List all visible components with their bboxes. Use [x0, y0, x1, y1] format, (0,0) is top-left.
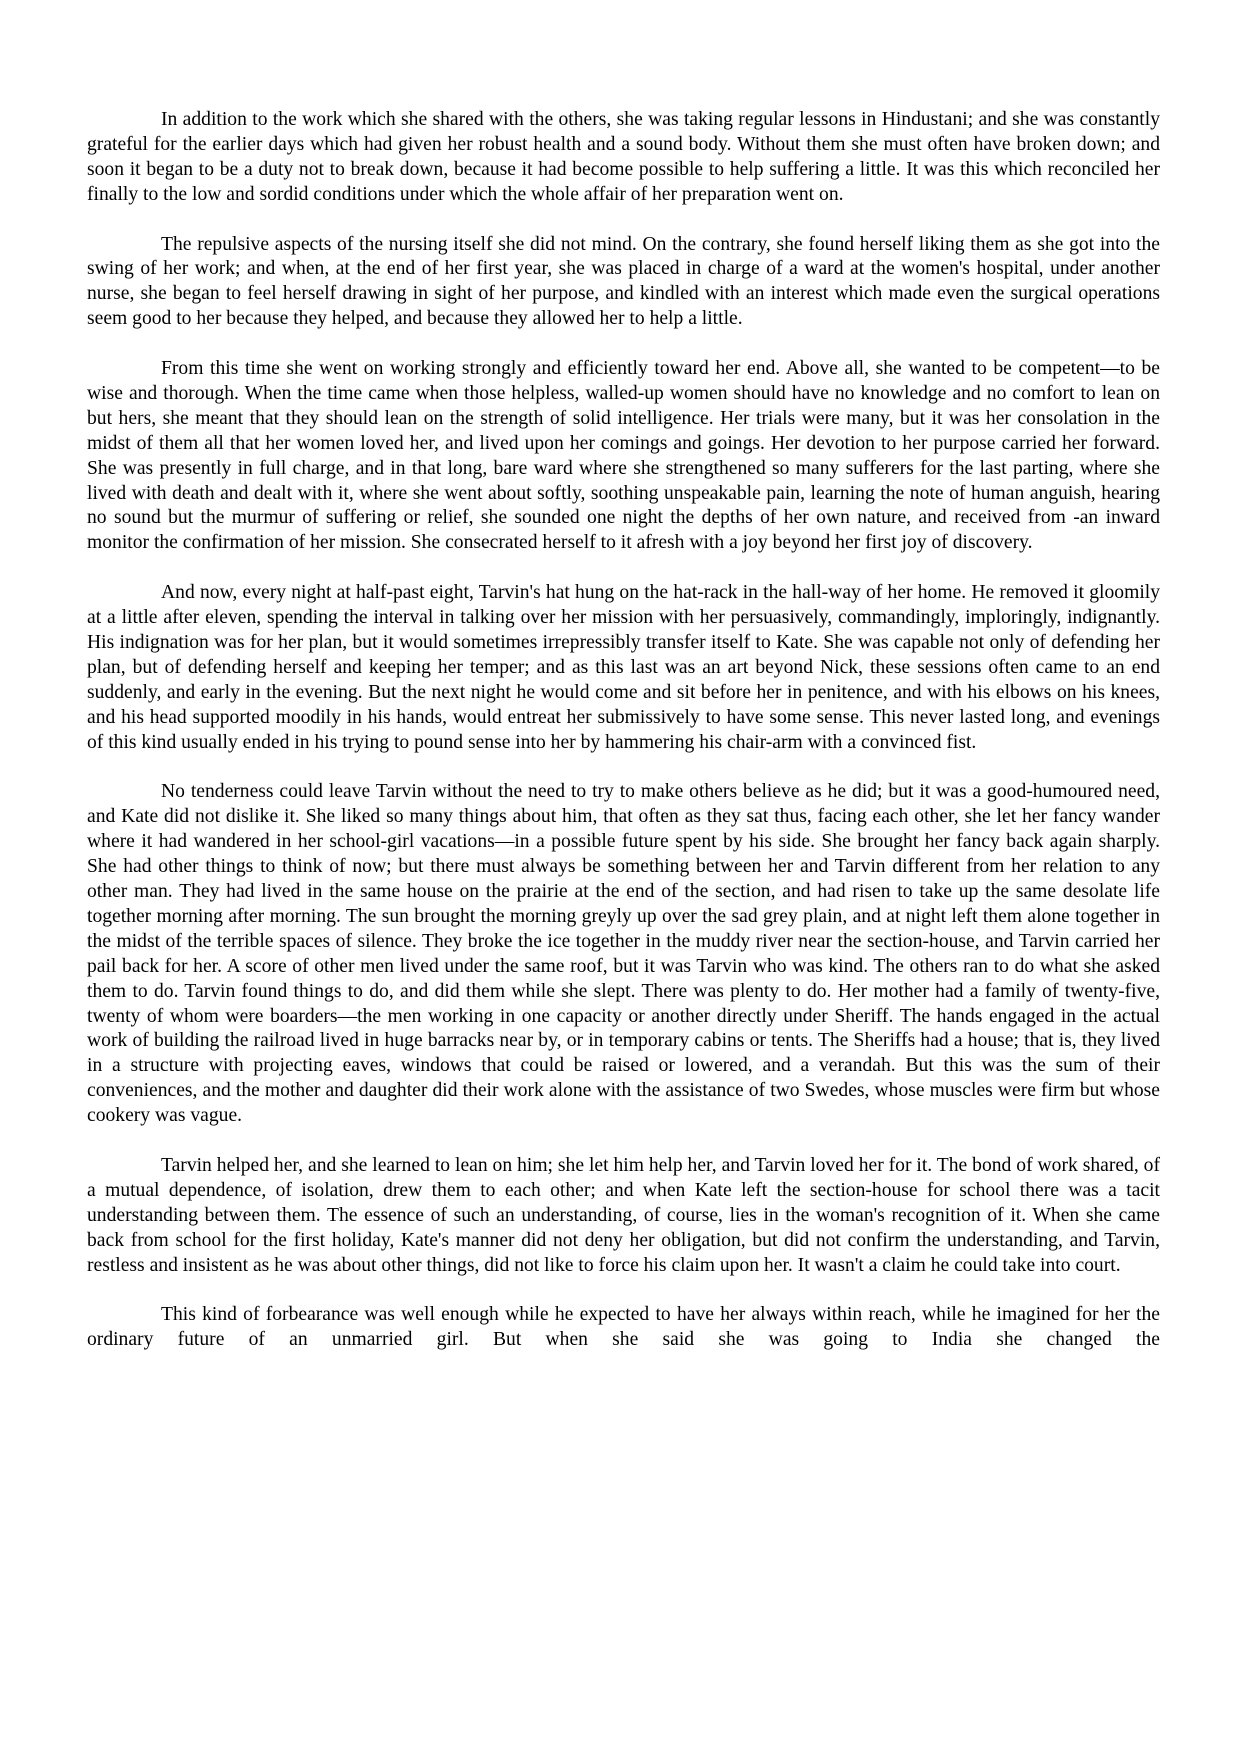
- paragraph-tarvin-visits: And now, every night at half-past eight, Tarvin's hat hung on the hat-rack in the hall-way of her home. He removed it gloomily at a little after eleven, spending the interval in talking over her mission with her persuasively, commandingly, imploringly, indignantly. His indignation was for her plan, but it would sometimes irrepressibly transfer itself to Kate. She was capable not only of defending her plan, but of defending herself and keeping her temper; and as this last was an art beyond Nick, these sessions often came to an end suddenly, and early in the evening. But the next night he would come and sit before her in penitence, and with his elbows on his knees, and his head supported moodily in his hands, would entreat her submissively to have some sense. This never lasted long, and evenings of this kind usually ended in his trying to pound sense into her by hammering his chair-arm with a convinced fist.: [87, 582, 1160, 753]
- paragraph-tacit-understanding: Tarvin helped her, and she learned to lean on him; she let him help her, and Tarvin loved her for it. The bond of work shared, of a mutual dependence, of isolation, drew them to each other; and when Kate left the section-house for school there was a tacit understanding between them. The essence of such an understanding, of course, lies in the woman's recognition of it. When she came back from school for the first holiday, Kate's manner did not deny her obligation, but did not confirm the understanding, and Tarvin, restless and insistent as he was about other things, did not like to force his claim upon her. It wasn't a claim he could take into court.: [87, 1154, 1160, 1276]
- paragraph-prairie-life: No tenderness could leave Tarvin without the need to try to make others believe as he did; but it was a good-humoured need, and Kate did not dislike it. She liked so many things about him, that often as they sat thus, facing each other, she let her fancy wander where it had wandered in her school-girl vacations—in a possible future spent by his side. She brought her fancy back again sharply. She had other things to think of now; but there must always be something between her and Tarvin different from her relation to any other man. They had lived in the same house on the prairie at the end of the section, and had risen to take up the same desolate life together morning after morning. The sun brought the morning greyly up over the sad grey plain, and at night left them alone together in the midst of the terrible spaces of silence. They broke the ice together in the muddy river near the section-house, and Tarvin carried her pail back for her. A score of other men lived under the same roof, but it was Tarvin who was kind. The others ran to do what she asked them to do. Tarvin found things to do, and did them while she slept. There was plenty to do. Her mother had a family of twenty-five, twenty of whom were boarders—the men working in one capacity or another directly under Sheriff. The hands engaged in the actual work of building the railroad lived in huge barracks near by, or in temporary cabins or tents. The Sheriffs had a house; that is, they lived in a structure with projecting eaves, windows that could be raised or lowered, and a verandah. But this was the sum of their conveniences, and the mother and daughter did their work alone with the assistance of two Swedes, whose muscles were firm but whose cookery was vague.: [87, 781, 1160, 1127]
- paragraph-forbearance: This kind of forbearance was well enough while he expected to have her always within reach, while he imagined for her the ordinary future of an unmarried girl. But when she said she was going to India she changed the: [87, 1304, 1160, 1351]
- document-page: [87, 108, 1160, 1353]
- paragraph-nursing-aspects: The repulsive aspects of the nursing itself she did not mind. On the contrary, she found herself liking them as she got into the swing of her work; and when, at the end of her first year, she was placed in charge of a ward at the women's hospital, under another nurse, she began to feel herself drawing in sight of her purpose, and kindled with an interest which made even the surgical operations seem good to her because they helped, and because they allowed her to help a little.: [87, 233, 1160, 330]
- paragraph-working-toward-end: From this time she went on working strongly and efficiently toward her end. Above all, she wanted to be competent—to be wise and thorough. When the time came when those helpless, walled-up women should have no knowledge and no comfort to lean on but hers, she meant that they should lean on the strength of solid intelligence. Her trials were many, but it was her consolation in the midst of them all that her women loved her, and lived upon her comings and goings. Her devotion to her purpose carried her forward. She was presently in full charge, and in that long, bare ward where she strengthened so many sufferers for the last parting, where she lived with death and dealt with it, where she went about softly, soothing unspeakable pain, learning the note of human anguish, hearing no sound but the murmur of suffering or relief, she sounded one night the depths of her own nature, and received from -an inward monitor the confirmation of her mission. She consecrated herself to it afresh with a joy beyond her first joy of discovery.: [87, 358, 1160, 554]
- paragraph-hindustani-lessons: In addition to the work which she shared with the others, she was taking regular lessons in Hindustani; and she was constantly grateful for the earlier days which had given her robust health and a sound body. Without them she must often have broken down; and soon it began to be a duty not to break down, because it had become possible to help suffering a little. It was this which reconciled her finally to the low and sordid conditions under which the whole affair of her preparation went on.: [87, 109, 1160, 205]
